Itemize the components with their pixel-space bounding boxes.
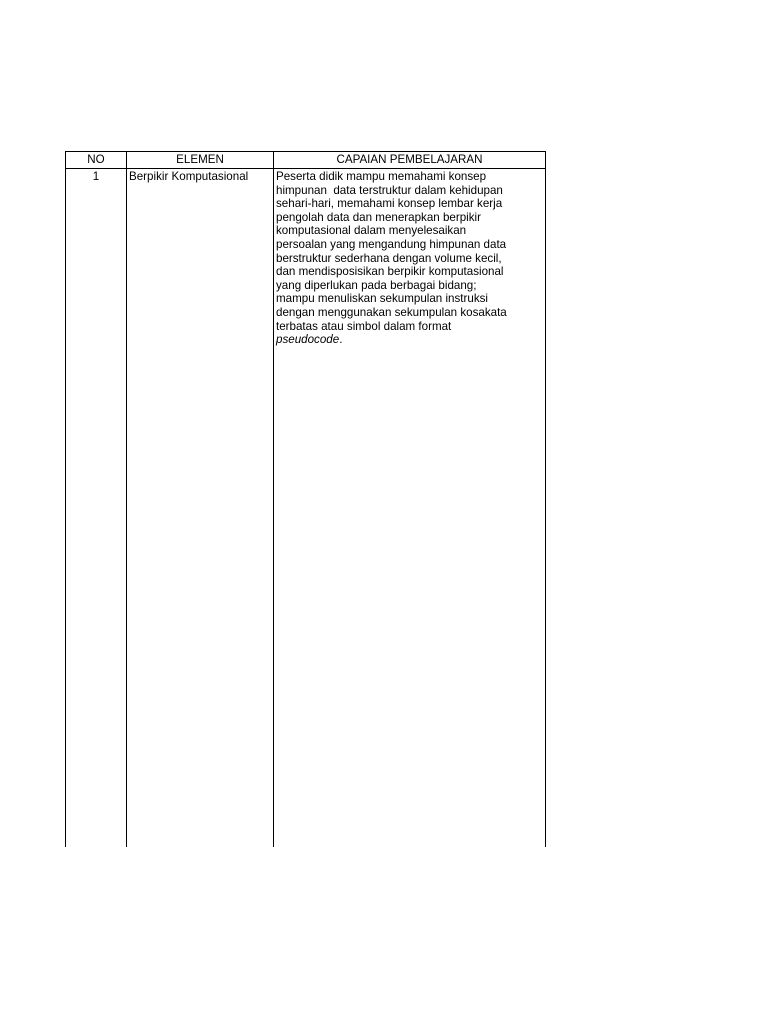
header-capaian: CAPAIAN PEMBELAJARAN <box>274 152 546 169</box>
capaian-line: Peserta didik mampu memahami konsep <box>276 170 487 183</box>
capaian-line: yang diperlukan pada berbagai bidang; <box>276 278 477 292</box>
capaian-line-last <box>276 333 543 347</box>
header-elemen: ELEMEN <box>127 152 274 169</box>
capaian-line: berstruktur sederhana dengan volume kecil, <box>276 251 502 265</box>
table-row <box>66 169 546 848</box>
capaian-line: dengan menggunakan sekumpulan kosakata <box>276 305 507 319</box>
header-no: NO <box>66 152 127 169</box>
row-capaian <box>274 169 546 848</box>
row-number: 1 <box>66 169 127 848</box>
capaian-line: pengolah data dan menerapkan berpikir <box>276 210 481 224</box>
capaian-line: komputasional dalam menyelesaikan <box>276 224 467 238</box>
table-header-row <box>66 152 546 169</box>
capaian-line: mampu menuliskan sekumpulan instruksi <box>276 292 488 306</box>
capaian-line: terbatas atau simbol dalam format <box>276 319 452 333</box>
row-elemen: Berpikir Komputasional <box>127 169 274 848</box>
capaian-line: himpunan data terstruktur dalam kehidupan <box>276 183 503 197</box>
capaian-end: . <box>339 333 343 347</box>
capaian-line: persoalan yang mengandung himpunan data <box>276 237 507 251</box>
spreadsheet-page <box>65 151 545 847</box>
learning-outcomes-table <box>65 151 546 847</box>
capaian-line: dan mendisposisikan berpikir komputasional <box>276 265 504 279</box>
capaian-line: sehari-hari, memahami konsep lembar kerja <box>276 197 503 211</box>
capaian-italic-term: pseudocode <box>276 333 340 347</box>
